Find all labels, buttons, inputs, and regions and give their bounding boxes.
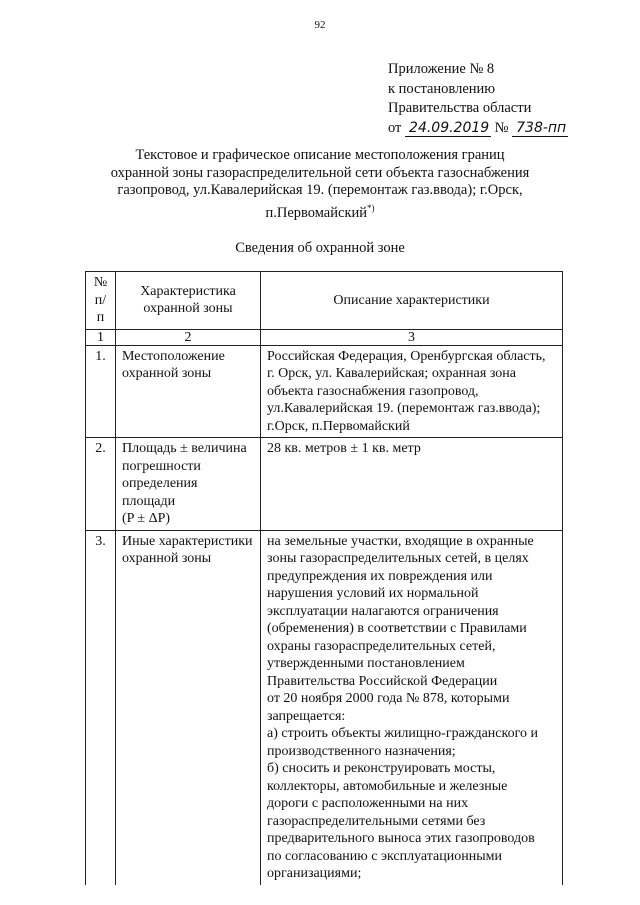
row-characteristic — [116, 438, 261, 531]
protection-zone-table — [85, 271, 563, 885]
description-line: зоны газораспределительных сетей, в целях — [267, 551, 529, 566]
table-header-row — [86, 272, 563, 330]
row-number: 2. — [86, 438, 116, 531]
index-cell: 1 — [86, 329, 116, 345]
description-line: от 20 ноября 2000 года № 878, которыми — [267, 691, 510, 706]
handwritten-number: 738-пп — [512, 121, 568, 137]
characteristic-line: (P ± ΔP) — [122, 511, 171, 526]
description-line: Российская Федерация, Оренбургская область, — [267, 348, 546, 364]
footnote-mark: *) — [367, 202, 375, 213]
page-number: 92 — [314, 19, 326, 31]
header-description: Описание характеристики — [261, 272, 563, 330]
description-line: г.Орск, п.Первомайский — [267, 418, 410, 434]
description-line: организациями; — [267, 866, 362, 881]
date-prefix: от — [388, 119, 402, 136]
section-heading: Сведения об охранной зоне — [235, 240, 405, 256]
description-line: по согласованию с эксплуатационными — [267, 848, 502, 864]
row-number: 3. — [86, 530, 116, 885]
description-line: нарушения условий их нормальной — [267, 586, 479, 601]
characteristic-line: охранной зоны — [122, 551, 212, 566]
number-prefix: № — [494, 119, 509, 136]
description-line: утвержденными постановлением — [267, 656, 465, 671]
table-row — [86, 530, 563, 885]
description-line: коллекторы, автомобильные и железные — [267, 778, 508, 794]
header-num — [86, 272, 116, 330]
row-characteristic — [116, 530, 261, 885]
document-title — [95, 147, 545, 222]
appendix-line-2: к постановлению — [388, 80, 496, 97]
appendix-line-3: Правительства области — [388, 100, 532, 116]
description-line: производственного назначения; — [267, 743, 456, 759]
title-line-2: охранной зоны газораспределительной сети объекта газоснабжения — [110, 164, 530, 181]
appendix-line-1: Приложение № 8 — [388, 61, 495, 77]
handwritten-date: 24.09.2019 — [405, 121, 491, 137]
title-line-4-text: п.Первомайский — [265, 204, 368, 221]
characteristic-line: охранной зоны — [122, 366, 212, 381]
description-line: предварительного выноса этих газопроводов — [267, 831, 535, 846]
row-description — [261, 530, 563, 885]
characteristic-line: Площадь ± величина — [122, 441, 247, 456]
description-line: предупреждения их повреждения или — [267, 568, 493, 584]
table-row — [86, 345, 563, 438]
row-description — [261, 345, 563, 438]
title-line-4 — [95, 200, 545, 222]
header-characteristic — [116, 272, 261, 330]
description-line: объекта газоснабжения газопровод, — [267, 383, 479, 399]
appendix-date-line — [388, 119, 568, 139]
characteristic-line: Местоположение — [122, 348, 225, 364]
index-cell: 3 — [261, 329, 563, 345]
description-line: запрещается: — [267, 708, 346, 724]
header-characteristic-line: Характеристика — [140, 283, 236, 299]
table-row — [86, 438, 563, 531]
description-line: б) сносить и реконструировать мосты, — [267, 761, 496, 776]
description-line: эксплуатации налагаются ограничения — [267, 603, 499, 619]
description-line: газораспределительными сетями без — [267, 813, 486, 829]
characteristic-line: Иные характеристики — [122, 533, 253, 549]
characteristic-line: погрешности — [122, 458, 201, 474]
title-line-1: Текстовое и графическое описание местоположения границ — [135, 147, 505, 163]
row-characteristic — [116, 345, 261, 438]
header-num-line: № — [93, 275, 108, 290]
description-line: ул.Кавалерийская 19. (перемонтаж газ.ввода); — [267, 401, 541, 416]
description-line: г. Орск, ул. Кавалерийская; охранная зона — [267, 366, 516, 381]
row-description — [261, 438, 563, 531]
header-characteristic-line: охранной зоны — [143, 301, 233, 317]
description-line: а) строить объекты жилищно-гражданского и — [267, 726, 538, 741]
description-line: Правительства Российской Федерации — [267, 673, 498, 689]
description-line: на земельные участки, входящие в охранные — [267, 533, 534, 549]
row-number: 1. — [86, 345, 116, 438]
title-line-3: газопровод, ул.Кавалерийская 19. (перемонтаж газ.ввода); г.Орск, — [117, 182, 523, 198]
description-line: (обременения) в соответствии с Правилами — [267, 621, 527, 636]
header-num-line: п/п — [94, 292, 107, 325]
table-index-row — [86, 329, 563, 345]
description-line: охраны газораспределительных сетей, — [267, 638, 496, 654]
description-line: дороги с расположенными на них — [267, 796, 469, 811]
index-cell: 2 — [116, 329, 261, 345]
appendix-block — [388, 60, 568, 138]
description-line: 28 кв. метров ± 1 кв. метр — [267, 441, 421, 456]
characteristic-line: определения площади — [122, 476, 198, 509]
